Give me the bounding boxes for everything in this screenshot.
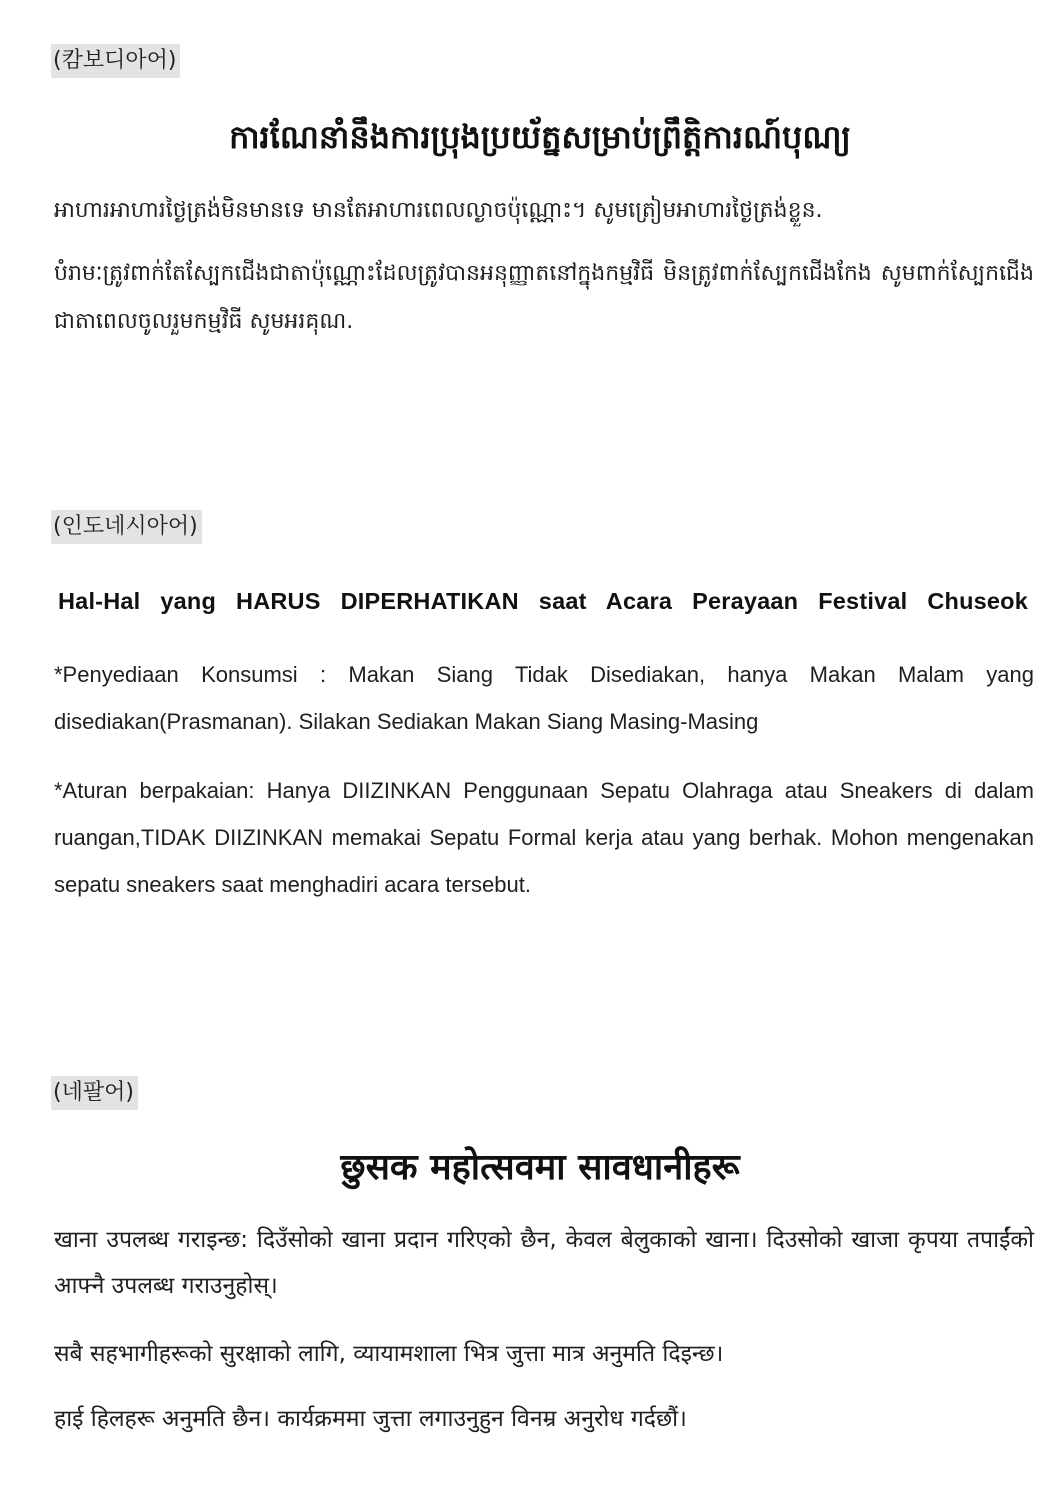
khmer-meal-paragraph: អាហារអាហារថ្ងៃត្រង់មិនមានទេ មានតែអាហារពេលល្ងាចប៉ុណ្ណោះ។ សូមត្រៀមអាហារថ្ងៃត្រង់ខ្លួន. [54, 198, 823, 223]
nepali-meal-paragraph: खाना उपलब्ध गराइन्छ: दिउँसोको खाना प्रदान गरिएको छैन, केवल बेलुकाको खाना। दिउसोको खाजा कृपया तपाईंको आफ्नै उपलब्ध गराउनुहोस्। [54, 1227, 1034, 1299]
nepali-safety-paragraph: सबै सहभागीहरूको सुरक्षाको लागि, व्यायामशाला भित्र जुत्ता मात्र अनुमति दिइन्छ। [54, 1341, 724, 1367]
indonesian-meal-paragraph: *Penyediaan Konsumsi : Makan Siang Tidak Disediakan, hanya Makan Malam yang disediakan(Prasmanan). Silakan Sediakan Makan Siang Masing-Masing [54, 662, 1034, 734]
khmer-language-tag: (캄보디아어) [51, 44, 180, 78]
nepali-language-tag: (네팔어) [51, 1076, 138, 1110]
khmer-title: ការណែនាំនឹងការប្រុងប្រយ័ត្នសម្រាប់ព្រឹត្តិការណ៍បុណ្យ [229, 118, 851, 156]
nepali-title: छुसक महोत्सवमा सावधानीहरू [340, 1147, 740, 1188]
khmer-dress-code-paragraph: បំរាមៈត្រូវពាក់តែស្បែកជើងជាតាប៉ុណ្ណោះដែលត្រូវបានអនុញ្ញាតនៅក្នុងកម្មវិធី មិនត្រូវពាក់ស្បែកជើងកែង សូមពាក់ស្បែកជើងជាតាពេលចូលរួមកម្មវិធី សូមអរគុណ. [54, 261, 1034, 334]
nepali-heels-paragraph: हाई हिलहरू अनुमति छैन। कार्यक्रममा जुत्ता लगाउनुहुन विनम्र अनुरोध गर्दछौं। [54, 1406, 687, 1432]
indonesian-dress-code-paragraph: *Aturan berpakaian: Hanya DIIZINKAN Penggunaan Sepatu Olahraga atau Sneakers di dalam ruangan,TIDAK DIIZINKAN memakai Sepatu Formal kerja atau yang berhak. Mohon mengenakan sepatu sneakers saat menghadiri acara tersebut. [54, 778, 1034, 897]
indonesian-title: Hal-Hal yang HARUS DIPERHATIKAN saat Acara Perayaan Festival Chuseok [58, 588, 1028, 614]
indonesian-language-tag: (인도네시아어) [51, 510, 202, 544]
